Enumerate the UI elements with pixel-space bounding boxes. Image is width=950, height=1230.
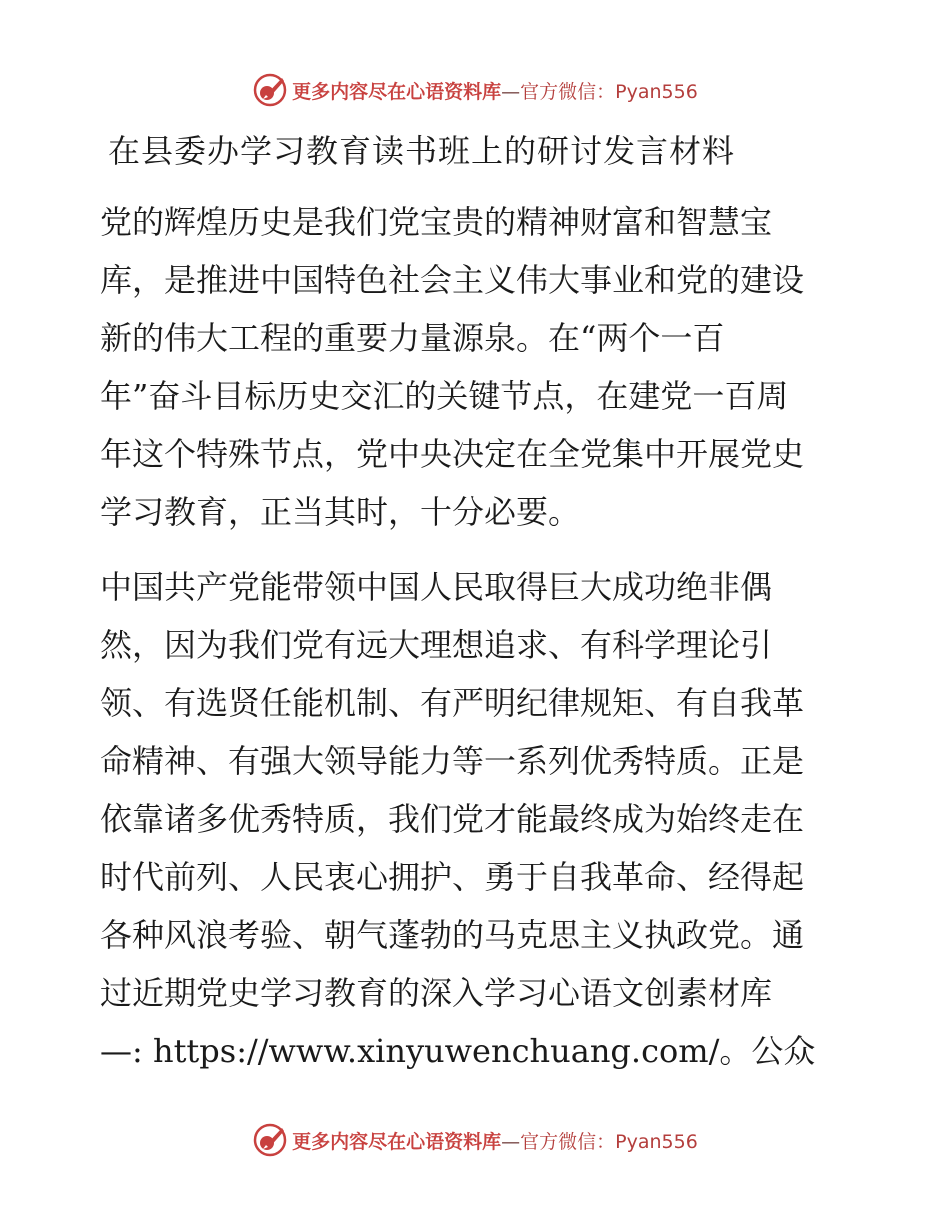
watermark-text [292, 1127, 698, 1154]
text-line: 学习教育，正当其时，十分必要。 [100, 493, 581, 531]
text-line: 命精神、有强大领导能力等一系列优秀特质。正是 [100, 742, 805, 780]
footer-watermark [0, 1120, 950, 1160]
watermark-contact: 官方微信：Pyan556 [520, 80, 698, 103]
text-line: 新的伟大工程的重要力量源泉。在“两个一百 [100, 319, 725, 357]
quill-logo-icon [252, 1122, 288, 1158]
text-line: 领、有选贤任能机制、有严明纪律规矩、有自我革 [100, 684, 805, 722]
watermark-contact: 官方微信：Pyan556 [520, 1130, 698, 1153]
paragraph-1 [100, 193, 860, 541]
document-title: 在县委办学习教育读书班上的研讨发言材料 [108, 132, 736, 170]
watermark-text [292, 77, 698, 104]
text-line: 然，因为我们党有远大理想追求、有科学理论引 [100, 626, 773, 664]
watermark-main: 更多内容尽在心语资料库 [292, 80, 502, 103]
text-line: 库，是推进中国特色社会主义伟大事业和党的建设 [100, 261, 805, 299]
text-line: 中国共产党能带领中国人民取得巨大成功绝非偶 [100, 568, 773, 606]
text-line: —: https://www.xinyuwenchuang.com/。公众 [100, 1032, 816, 1070]
watermark-main: 更多内容尽在心语资料库 [292, 1130, 502, 1153]
text-line: 年”奋斗目标历史交汇的关键节点，在建党一百周 [100, 377, 789, 415]
text-line: 依靠诸多优秀特质，我们党才能最终成为始终走在 [100, 800, 805, 838]
text-line: 时代前列、人民衷心拥护、勇于自我革命、经得起 [100, 858, 805, 896]
quill-logo-icon [252, 72, 288, 108]
text-line: 过近期党史学习教育的深入学习心语文创素材库 [100, 974, 773, 1012]
text-line: 各种风浪考验、朝气蓬勃的马克思主义执政党。通 [100, 916, 805, 954]
paragraph-2 [100, 558, 860, 1080]
text-line: 年这个特殊节点，党中央决定在全党集中开展党史 [100, 435, 805, 473]
text-line: 党的辉煌历史是我们党宝贵的精神财富和智慧宝 [100, 203, 773, 241]
header-watermark [0, 70, 950, 110]
watermark-separator: — [501, 80, 521, 103]
watermark-separator: — [501, 1130, 521, 1153]
